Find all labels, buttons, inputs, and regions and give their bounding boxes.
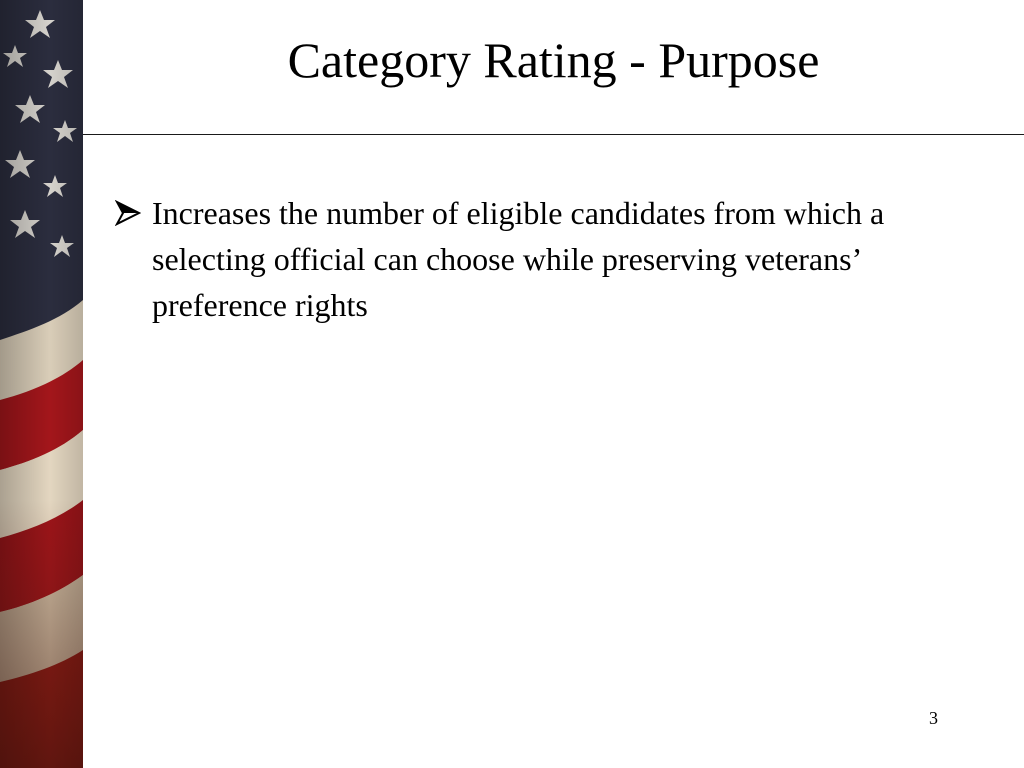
bullet-text: Increases the number of eligible candidates from which a selecting official can choose while preserving veterans’ preference rights [152, 195, 885, 323]
bullet-list [115, 190, 955, 328]
bullet-item [115, 190, 955, 328]
page-number: 3 [929, 708, 938, 728]
american-flag-strip-image [0, 0, 83, 768]
title-divider [83, 134, 1024, 135]
arrowhead-bullet-icon [115, 200, 141, 226]
slide-title: Category Rating - Purpose [287, 32, 820, 88]
